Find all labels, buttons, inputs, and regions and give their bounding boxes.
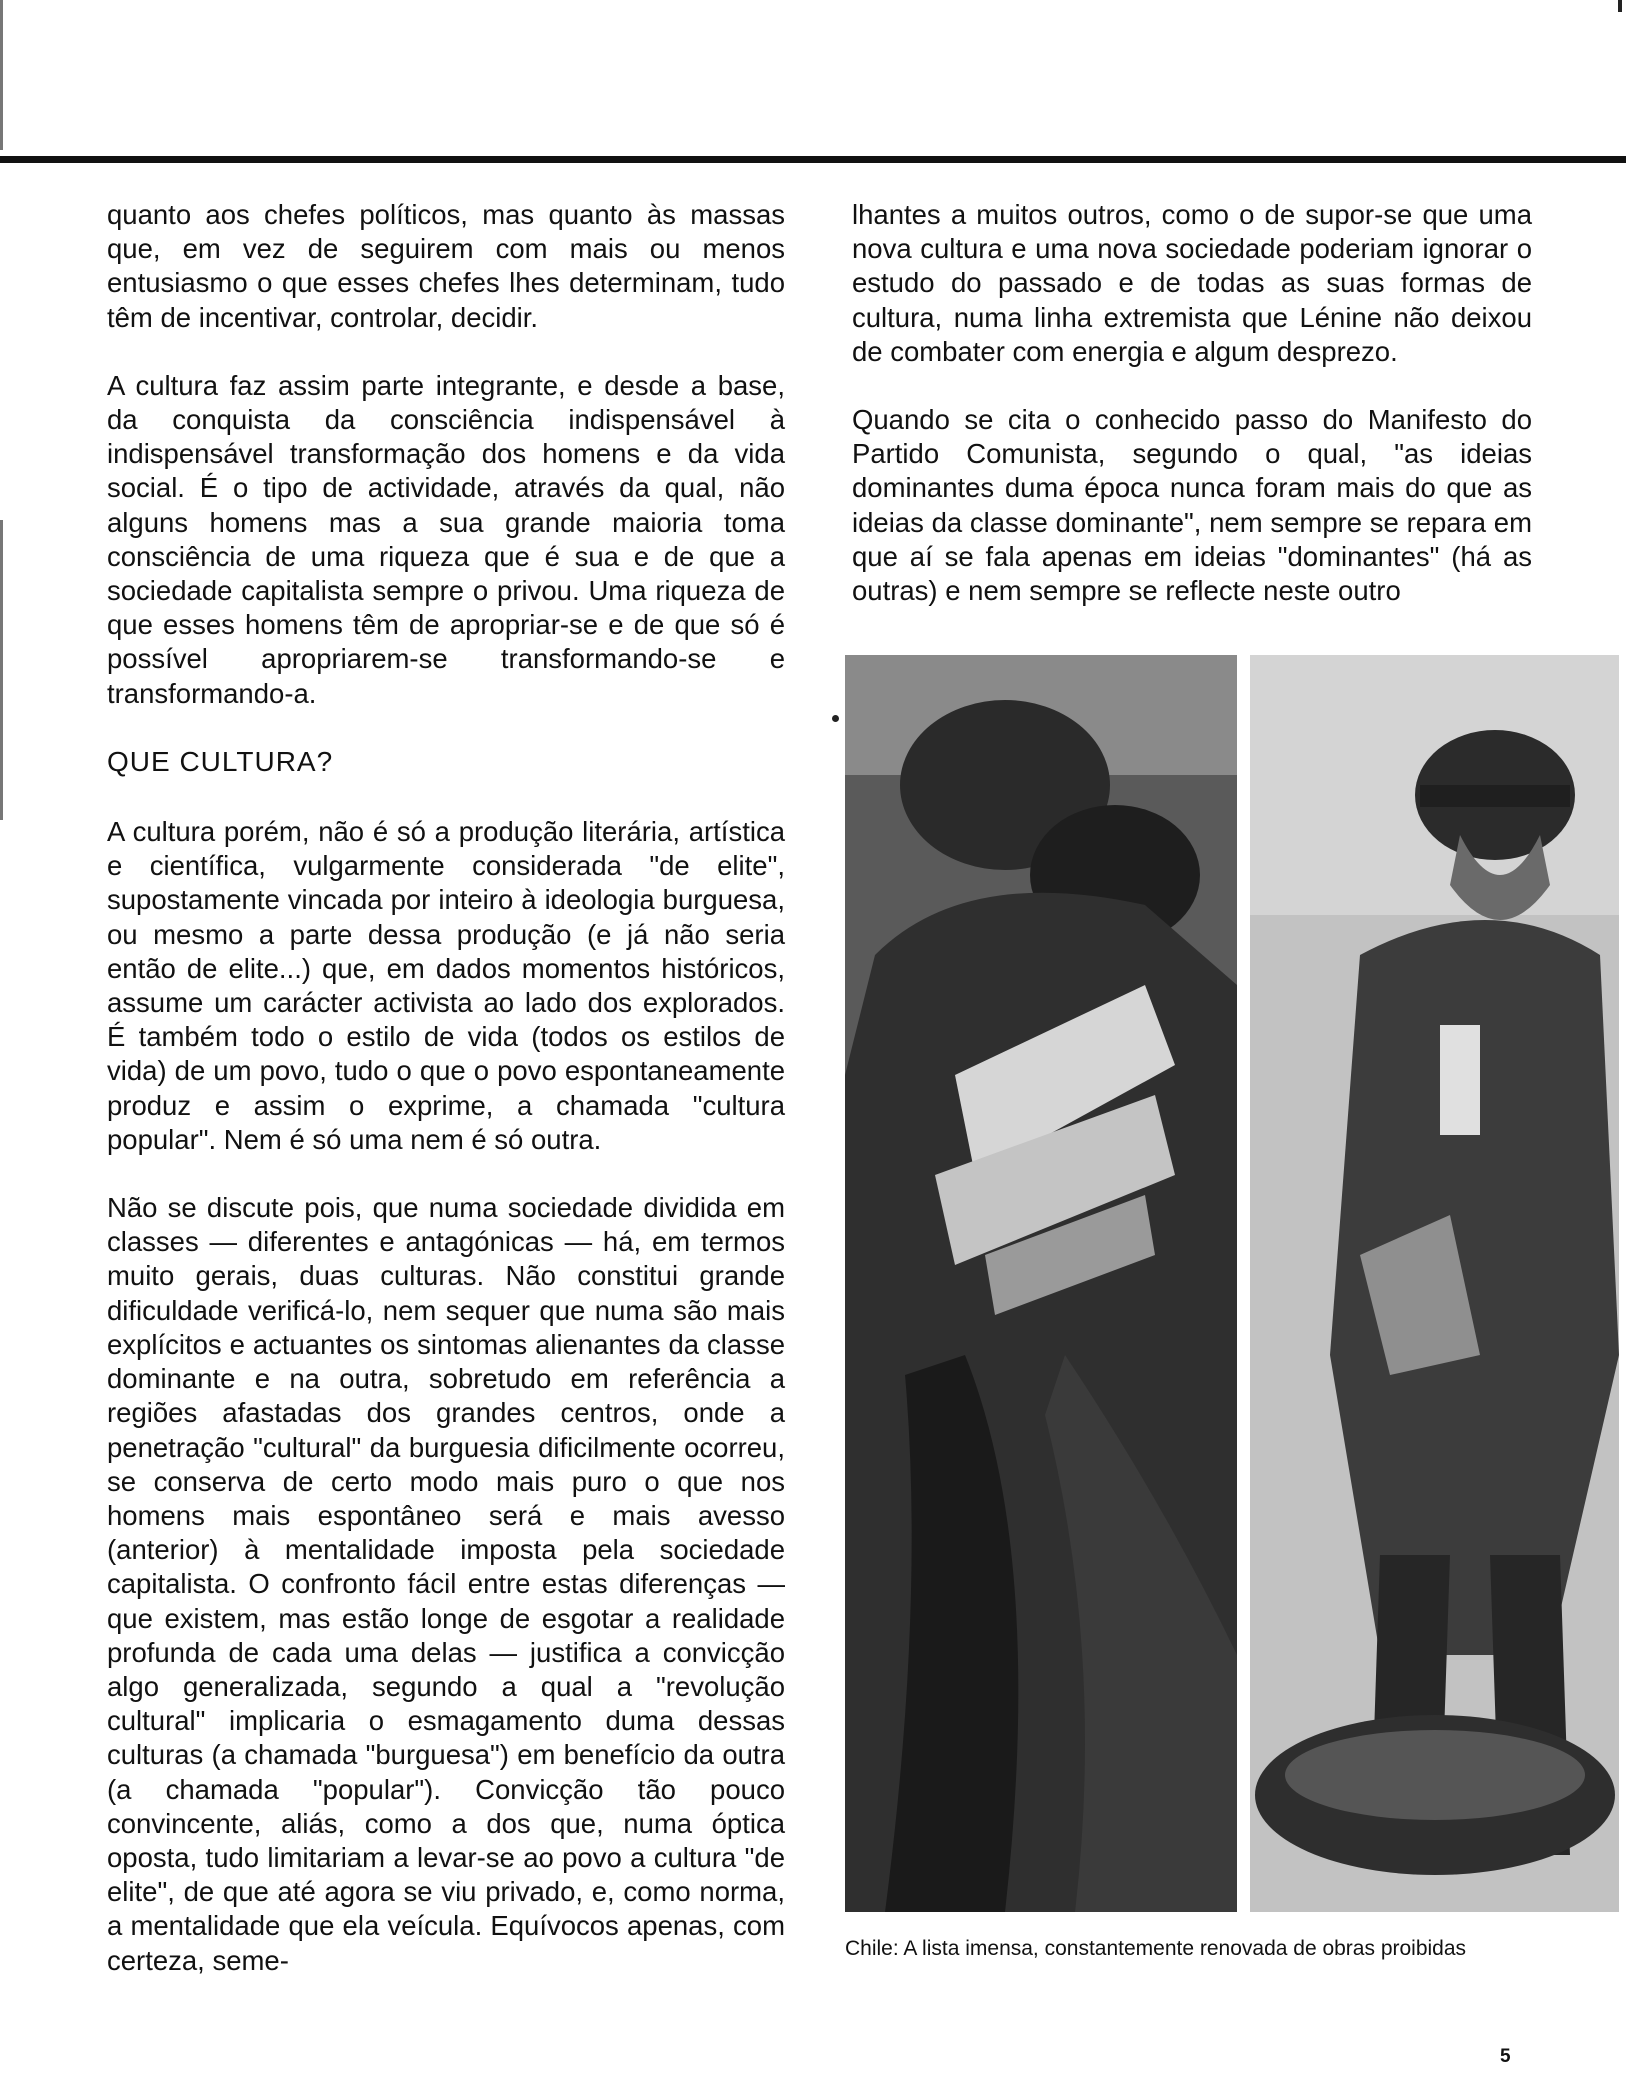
soldier-carrying-books-image [845, 655, 1237, 1912]
print-speck [832, 715, 839, 722]
photo-soldier-burning-books [1250, 655, 1619, 1912]
left-paragraph-3: A cultura porém, não é só a produção literária, artística e científica, vulgarmente considerada "de elite", supostamente vincada por inteiro à ideologia burguesa, ou mesmo a parte dessa produção (e já não seria então de elite...) que, em dados momentos históricos, assume um carácter activista ao lado dos explorados. É também todo o estilo de vida (todos os estilos de vida) de um povo, tudo o que o povo espontaneamente produz e assim o exprime, a chamada "cultura popular". Nem é só uma nem é só outra. [107, 816, 785, 1155]
figure-caption: Chile: A lista imensa, constantemente renovada de obras proibidas [845, 1937, 1467, 1960]
soldier-burning-books-image [1250, 655, 1619, 1912]
section-heading: QUE CULTURA? [107, 745, 334, 777]
top-edge-mark [1618, 0, 1622, 12]
left-paragraph-1: quanto aos chefes políticos, mas quanto às massas que, em vez de seguirem com mais ou menos entusiasmo o que esses chefes lhes determinam, tudo têm de incentivar, controlar, decidir. [107, 199, 785, 333]
left-paragraph-4: Não se discute pois, que numa sociedade dividida em classes — diferentes e antagónicas — há, em termos muito gerais, duas culturas. Não constitui grande dificuldade verificá-lo, nem sequer que numa são mais explícitos e actuantes os sintomas alienantes da classe dominante e na outra, sobretudo em referência a regiões afastadas dos grandes centros, onde a penetração "cultural" da burguesia dificilmente ocorreu, se conserva de certo modo mais puro o que nos homens mais espontâneo será e mais avesso (anterior) à mentalidade imposta pela sociedade capitalista. O confronto fácil entre estas diferenças — que existem, mas estão longe de esgotar a realidade profunda de cada uma delas — justifica a convicção algo generalizada, segundo a qual a "revolução cultural" implicaria o esmagamento duma dessas culturas (a chamada "burguesa") em benefício da outra (a chamada "popular"). Convicção tão pouco convincente, aliás, como a dos que, numa óptica oposta, tudo limitariam a levar-se ao povo a cultura "de elite", de que até agora se viu privado, e, como norma, a mentalidade que ela veícula. Equívocos apenas, com certeza, seme- [107, 1192, 785, 1976]
page-number: 5 [1500, 2046, 1511, 2067]
scan-edge-mark [0, 0, 3, 150]
left-column [107, 198, 785, 2012]
photo-soldier-carrying-books [845, 655, 1237, 1912]
scan-edge-mark [0, 520, 3, 820]
header-rule [0, 156, 1626, 163]
right-paragraph-2: Quando se cita o conhecido passo do Manifesto do Partido Comunista, segundo o qual, "as ideias dominantes duma época nunca foram mais do que as ideias da classe dominante", nem sempre se repara em que aí se fala apenas em ideias "dominantes" (há as outras) e nem sempre se reflecte neste outro [852, 404, 1532, 607]
right-column [852, 198, 1532, 642]
left-paragraph-2: A cultura faz assim parte integrante, e desde a base, da conquista da consciência indispensável à indispensável transformação dos homens e da vida social. É o tipo de actividade, através da qual, não alguns homens mas a sua grande maioria toma consciência de uma riqueza que é sua e de que a sociedade capitalista sempre o privou. Uma riqueza de que esses homens têm de apropriar-se e de que só é possível apropriarem-se transformando-se e transformando-a. [107, 369, 785, 709]
right-paragraph-1: lhantes a muitos outros, como o de supor-se que uma nova cultura e uma nova sociedade poderiam ignorar o estudo do passado e de todas as suas formas de cultura, numa linha extremista que Lénine não deixou de combater com energia e algum desprezo. [852, 199, 1532, 367]
photo-pair [845, 655, 1619, 1912]
